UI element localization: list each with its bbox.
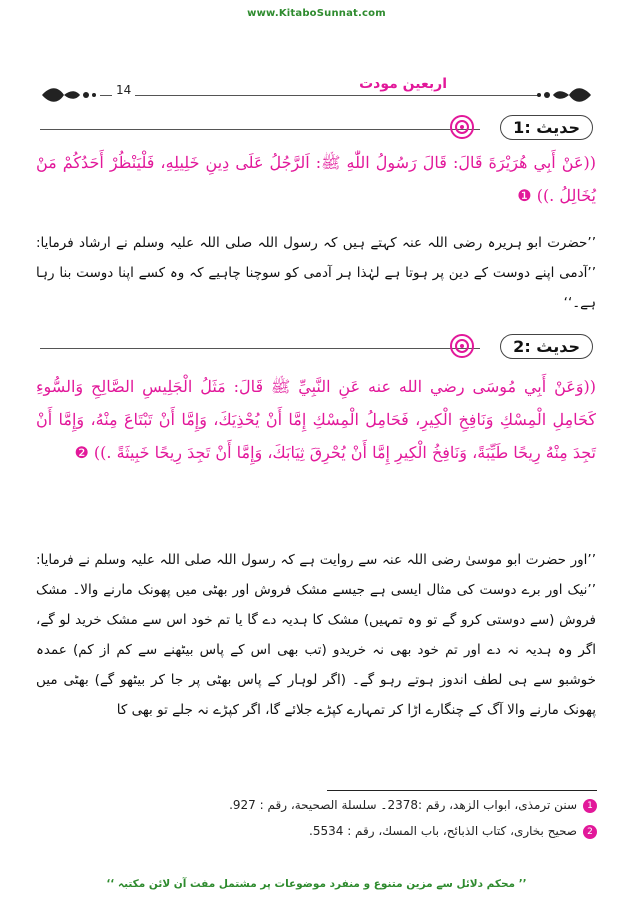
site-url[interactable]: www.KitaboSunnat.com — [247, 8, 386, 19]
footnote-1 — [229, 798, 597, 813]
hadith-1-translation: ’’حضرت ابو ہریرہ رضی اللہ عنہ کہتے ہیں کہ رسول اللہ صلی اللہ علیہ وسلم نے ارشاد فرمایا: ’’آدمی اپنے دوست کے دین پر ہوتا ہے لہٰذا ہر آدمی کو سوچنا چاہیے کہ وہ کسے اپنا دوست بنا رہا ہے۔‘‘ — [36, 235, 596, 311]
hadith-2-label: حدیث :2 — [500, 334, 593, 359]
hadith-2-translation: ’’اور حضرت ابو موسیٰ رضی اللہ عنہ سے روایت ہے کہ رسول اللہ صلی اللہ علیہ وسلم نے فرمایا: ’’نیک اور برے دوست کی مثال ایسی ہے جیسے مشک فروش اور بھٹی میں پھونک مارنے والا۔ مشک فروش (سے دوستی کرو گے تو وہ تمہیں) مشک کا ہدیہ دے گا یا تم خود اس سے مشک خرید لو گے، اگر وہ ہدیہ نہ دے اور تم خود بھی نہ خریدو (تب بھی اس کے پاس بیٹھنے سے کم از کم) عمدہ خوشبو سے ہی لطف اندوز ہوتے رہو گے۔ (اگر لوہار کے پاس بھٹی پر جا کر بیٹھو گے) بھٹی میں پھونک مارنے والا آگ کے چنگارے اڑا کر تمہارے کپڑے جلائے گا، اگر کپڑے نہ جلے تو بھی کا — [36, 552, 596, 718]
page-number: 14 — [112, 83, 135, 97]
header-rule — [100, 95, 540, 96]
library-banner: ’’ محکم دلائل سے مزین متنوع و منفرد موضوعات پر مشتمل مفت آن لائن مکتبہ ‘‘ — [106, 878, 527, 890]
footnote-2-number: 2 — [583, 825, 597, 839]
rosette-icon — [449, 333, 475, 359]
book-title: اربعین مودت — [353, 76, 453, 92]
footnote-1-text: سنن ترمذی، ابواب الزهد، رقم :2378۔ سلسلة الصحيحة، رقم : 927. — [229, 798, 577, 812]
floral-ornament-right-icon — [533, 84, 593, 106]
rosette-icon — [449, 114, 475, 140]
floral-ornament-left-icon — [40, 84, 100, 106]
hadith-1-heading — [40, 114, 593, 144]
hadith-1-label: حدیث :1 — [500, 115, 593, 140]
hadith-2-rule — [40, 348, 480, 349]
hadith-2-arabic: ((وَعَنْ أَبِي مُوسَى رضي الله عنه عَنِ النَّبِيِّ ﷺ قَالَ: مَثَلُ الْجَلِيسِ الصَّالِحِ وَالسُّوءِ كَحَامِلِ الْمِسْكِ وَنَافِخِ الْكِيرِ، فَحَامِلُ الْمِسْكِ إِمَّا أَنْ يُحْذِيَكَ، وَإِمَّا أَنْ تَبْتَاعَ مِنْهُ، وَإِمَّا أَنْ تَجِدَ مِنْهُ رِيحًا طَيِّبَةً، وَنَافِخُ الْكِيرِ إِمَّا أَنْ يُحْرِقَ ثِيَابَكَ، وَإِمَّا أَنْ تَجِدَ رِيحًا خَبِيثَةً .)) ❷ — [36, 377, 596, 462]
footnote-rule — [327, 790, 597, 791]
hadith-1-rule — [40, 129, 480, 130]
hadith-1-arabic: ((عَنْ أَبِي هُرَيْرَةَ قَالَ: قَالَ رَسُولُ اللّٰهِ ﷺ: اَلرَّجُلُ عَلَى دِينِ خَلِيلِهِ، فَلْيَنْظُرْ أَحَدُكُمْ مَنْ يُخَالِلُ .)) ❶ — [36, 153, 596, 205]
hadith-2-heading — [40, 333, 593, 363]
footnote-2 — [309, 824, 597, 839]
footnote-2-text: صحيح بخاری، كتاب الذبائح، باب المسك، رقم : 5534. — [309, 824, 577, 838]
footnote-1-number: 1 — [583, 799, 597, 813]
page-header — [40, 78, 593, 108]
